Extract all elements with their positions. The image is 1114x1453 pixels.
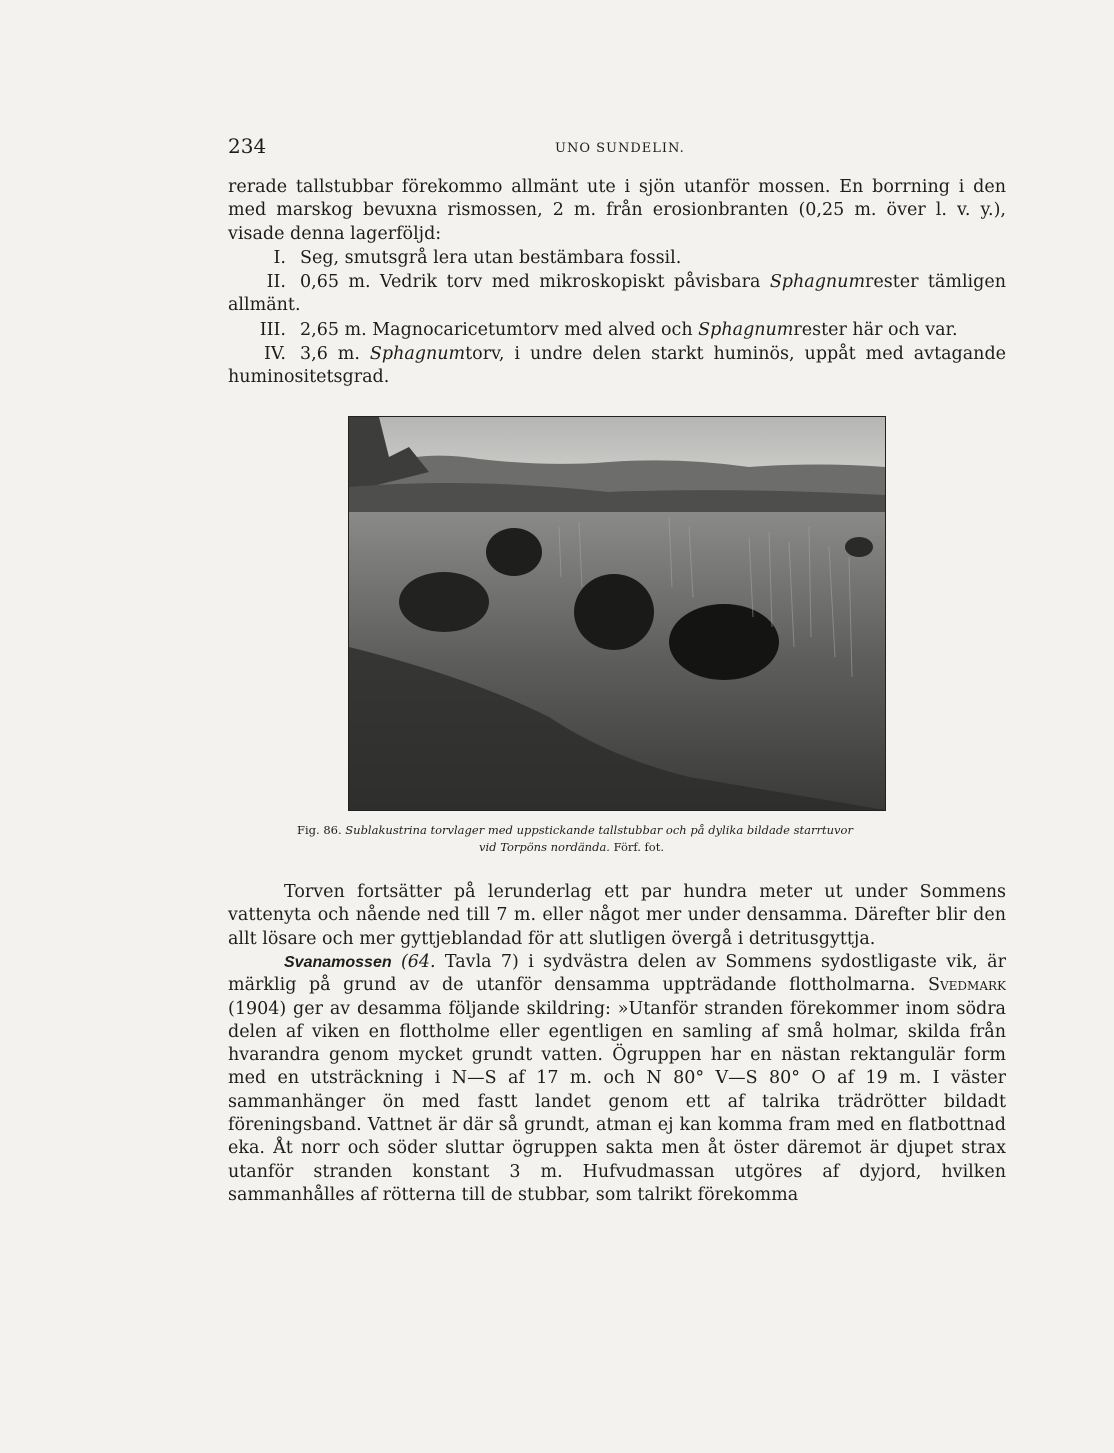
layer-text-after: rester tämligen allmänt. xyxy=(228,272,1006,316)
layer-item xyxy=(228,271,1006,318)
sedge-tussock xyxy=(669,604,779,680)
paragraph xyxy=(228,951,1006,1207)
layer-text-after: rester här och var. xyxy=(793,320,958,340)
figure-caption xyxy=(297,822,937,856)
paragraph: Torven fortsätter på lerunderlag ett par hundra meter ut under Sommens vattenyta och nående ned till 7 m. eller något mer under densamma. Därefter blir den allt lösare och mer gyttjeblandad för att slutligen övergå i detritusgyttja. xyxy=(228,882,1006,949)
caption-line-2: vid Torpöns nordända. xyxy=(479,840,610,854)
figure-label: Fig. 86. xyxy=(297,823,342,837)
layer-text: 3,6 m. xyxy=(300,344,370,364)
layer-text: 0,65 m. Vedrik torv med mikroskopiskt påvisbara xyxy=(300,272,770,292)
layer-text: 2,65 m. Magnocaricetumtorv med alved och xyxy=(300,320,699,340)
paragraph-text: (1904) ger av desamma följande skildring: »Utanför stranden förekommer inom södra delen af viken en flottholme eller egentligen en samling af små holmar, skilda från hvarandra genom mycket grundt vatten. Ögruppen har en nästan rektangulär form med en utsträckning i N—S af 17 m. och N 80° V—S 80° O af 19 m. I väster sammanhänger ön med fastt landet genom ett af talrika trädrötter bildadt föreningsband. Vattnet är där så grundt, atman ej kan komma fram med en flatbottnad eka. Åt norr och söder sluttar ögruppen sakta men åt öster däremot är djupet strax utanför stranden konstant 3 m. Hufvudmassan utgöres af dyjord, hvilken sammanhålles af rötterna till de stubbar, som talrikt förekomma xyxy=(228,998,1006,1205)
top-paragraph: rerade tallstubbar förekommo allmänt ute i sjön utanför mossen. En borrning i den med marskog bevuxna rismossen, 2 m. från erosionbranten (0,25 m. över l. v. y.), visade denna lagerföljd: xyxy=(228,177,1006,244)
page-number: 234 xyxy=(228,134,267,158)
layer-number: I. xyxy=(273,248,286,268)
author-name: Svedmark xyxy=(928,975,1006,996)
layer-taxon: Sphagnum xyxy=(369,344,466,364)
layer-text-after: torv, i undre delen starkt huminös, uppåt med avtagande huminositetsgrad. xyxy=(228,344,1006,388)
layer-taxon: Sphagnum xyxy=(698,320,794,340)
layer-number: IV. xyxy=(263,344,286,364)
sedge-tussock xyxy=(399,572,489,632)
layer-item xyxy=(228,247,1006,270)
running-head: UNO SUNDELIN. xyxy=(555,141,685,156)
reference: (64. xyxy=(400,952,436,972)
layer-item xyxy=(228,319,1006,342)
layer-number: II. xyxy=(266,272,286,292)
lake-photograph xyxy=(349,417,885,810)
layer-item xyxy=(228,343,1006,390)
layer-taxon: Sphagnum xyxy=(769,272,866,292)
sedge-tussock xyxy=(486,528,542,576)
caption-line-1: Sublakustrina torvlager med uppstickande tallstubbar och på dylika bildade starrtuvor xyxy=(345,823,853,837)
sedge-tussock xyxy=(845,537,873,557)
photo-credit: Förf. fot. xyxy=(613,840,665,854)
paragraph-text: Tavla 7) i sydvästra delen av Sommens sydostligaste vik, är märklig på grund av de utanför densamma uppträdande flottholmarna. xyxy=(228,952,1006,996)
section-heading: Svanamossen xyxy=(284,954,392,971)
figure-photo xyxy=(348,416,886,811)
layer-number: III. xyxy=(259,320,286,340)
sedge-tussock xyxy=(574,574,654,650)
layer-text: Seg, smutsgrå lera utan bestämbara fossil. xyxy=(300,248,682,268)
